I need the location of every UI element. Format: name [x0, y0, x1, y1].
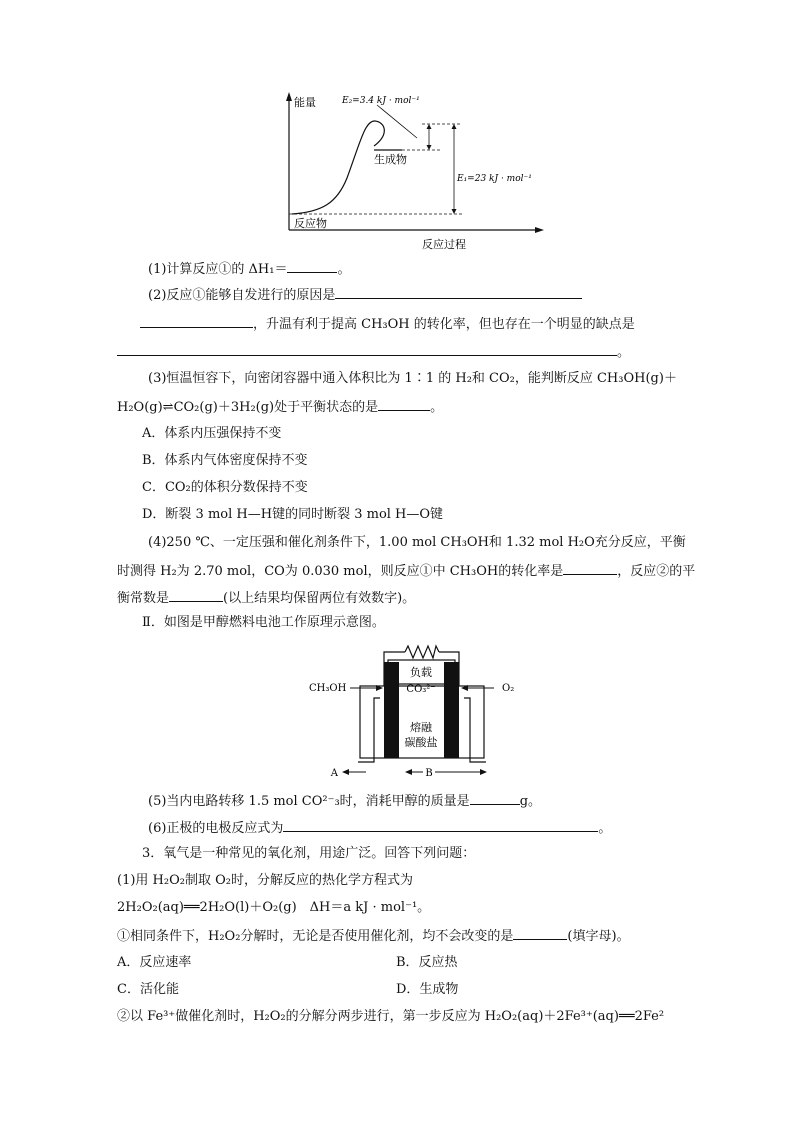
question-4-text-2: 衡常数是 — [117, 591, 170, 606]
question-4-continue: ，反应②的平 — [617, 564, 696, 579]
outlet-a-arrow-head-icon — [342, 769, 349, 775]
x-axis-arrow-icon — [535, 227, 544, 233]
load-label: 负载 — [410, 666, 432, 679]
question-1-text: (1)计算反应①的 ΔH₁＝ — [148, 262, 288, 277]
right-input-label: O₂ — [502, 683, 515, 694]
answer-blank-2b[interactable] — [140, 314, 253, 328]
e2-arrow-head-icon — [427, 124, 432, 129]
problem-3-title: 3．氧气是一种常见的氧化剂，用途广泛。回答下列问题： — [142, 846, 476, 861]
e1-arrow-head-icon — [452, 124, 457, 129]
question-2-line-1 — [148, 285, 582, 305]
question-2-middle: ，升温有利于提高 CH₃OH 的转化率，但也存在一个明显的缺点是 — [253, 317, 635, 332]
question-4-line-1: (4)250 ℃、一定压强和催化剂条件下，1.00 mol CH₃OH和 1.32 mol H₂O充分反应，平衡 — [148, 535, 686, 550]
answer-blank-6[interactable] — [283, 818, 598, 832]
cathode-electrode — [444, 662, 459, 758]
problem-3-equation: 2H₂O₂(aq)══2H₂O(l)＋O₂(g) ΔH＝a kJ · mol⁻¹。 — [117, 900, 431, 915]
electrolyte-label-line-2: 碳酸盐 — [404, 736, 438, 749]
answer-blank-2c[interactable] — [117, 342, 617, 356]
question-2-line-2 — [140, 314, 635, 334]
e2-pointer — [377, 105, 417, 138]
answer-blank-4b[interactable] — [169, 588, 223, 602]
question-1 — [148, 259, 351, 279]
problem-3-option-b: B．反应热 — [396, 955, 458, 970]
y-axis-label: 能量 — [294, 96, 316, 109]
energy-diagram — [282, 88, 552, 254]
question-3-line-1: (3)恒温恒容下，向密闭容器中通入体积比为 1∶1 的 H₂和 CO₂，能判断反应 CH₃OH(g)＋ — [148, 371, 677, 386]
problem-3-question-2: ②以 Fe³⁺做催化剂时，H₂O₂的分解分两步进行，第一步反应为 H₂O₂(aq)＋2Fe³⁺(aq)══2Fe² — [117, 1009, 665, 1024]
e1-label: E₁=23 kJ · mol⁻¹ — [457, 174, 532, 184]
problem-3-option-d: D．生成物 — [396, 982, 459, 997]
question-3-option-c: C．CO₂的体积分数保持不变 — [142, 480, 308, 495]
product-label: 生成物 — [374, 153, 407, 166]
question-3-line-2 — [117, 397, 443, 417]
anode-electrode — [384, 662, 399, 758]
e1-arrow-tail-icon — [452, 209, 457, 214]
question-5-end: g。 — [519, 794, 542, 809]
e2-label: E₂=3.4 kJ · mol⁻¹ — [342, 96, 420, 106]
question-3-option-b: B．体系内气体密度保持不变 — [142, 453, 308, 468]
question-4-line-2 — [117, 561, 695, 581]
question-3-text: H₂O(g)⇌CO₂(g)＋3H₂(g)处于平衡状态的是 — [117, 400, 379, 415]
question-2-end: 。 — [617, 345, 631, 360]
problem-3-question-1-text: ①相同条件下，H₂O₂分解时，无论是否使用催化剂，均不会改变的是 — [117, 929, 514, 944]
outlet-b-arrow-head-right-icon — [480, 769, 487, 775]
outlet-b-arrow-head-left-icon — [405, 769, 412, 775]
question-3-option-a: A．体系内压强保持不变 — [142, 426, 282, 441]
answer-blank-5[interactable] — [470, 791, 520, 805]
question-4-end: (以上结果均保留两位有效数字)。 — [223, 591, 416, 606]
problem-3-question-1 — [117, 926, 630, 946]
question-6-text: (6)正极的电极反应式为 — [148, 821, 284, 836]
energy-curve — [292, 121, 384, 214]
reactant-label: 反应物 — [294, 217, 327, 230]
problem-3-sub-1: (1)用 H₂O₂制取 O₂时，分解反应的热化学方程式为 — [117, 873, 413, 888]
answer-blank-1[interactable] — [287, 259, 337, 273]
question-5-text: (5)当内电路转移 1.5 mol CO²⁻₃时，消耗甲醇的质量是 — [148, 794, 470, 809]
answer-blank-4a[interactable] — [563, 561, 617, 575]
left-input-label: CH₃OH — [309, 683, 347, 694]
electrolyte-label-line-1: 熔融 — [410, 721, 432, 734]
problem-3-question-1-end: (填字母)。 — [567, 929, 630, 944]
question-2-line-3 — [117, 342, 630, 362]
question-3-option-d: D．断裂 3 mol H—H键的同时断裂 3 mol H—O键 — [142, 507, 444, 522]
ion-label: CO₃²⁻ — [406, 684, 436, 695]
e2-arrow-tail-icon — [427, 145, 432, 150]
outlet-a-label: A — [330, 768, 338, 779]
y-axis-arrow-icon — [286, 92, 292, 101]
answer-blank-3[interactable] — [378, 397, 430, 411]
problem-3-option-c: C．活化能 — [117, 982, 179, 997]
question-6-end: 。 — [598, 821, 612, 836]
question-1-end: 。 — [337, 262, 351, 277]
load-resistor-icon — [405, 646, 439, 658]
problem-3-option-a: A．反应速率 — [117, 955, 192, 970]
outlet-b-label: B — [425, 768, 433, 779]
answer-blank-2a[interactable] — [335, 285, 582, 299]
question-5 — [148, 791, 541, 811]
question-2-text: (2)反应①能够自发进行的原因是 — [148, 288, 336, 303]
answer-blank-7[interactable] — [513, 926, 567, 940]
fuel-cell-diagram — [304, 638, 534, 782]
question-4-line-3 — [117, 588, 415, 608]
section-2-title: Ⅱ．如图是甲醇燃料电池工作原理示意图。 — [142, 615, 385, 630]
x-axis-label: 反应过程 — [422, 238, 466, 251]
question-4-text: 时测得 H₂为 2.70 mol，CO为 0.030 mol，则反应①中 CH₃OH的转化率是 — [117, 564, 564, 579]
question-6 — [148, 818, 611, 838]
question-3-end: 。 — [430, 400, 444, 415]
